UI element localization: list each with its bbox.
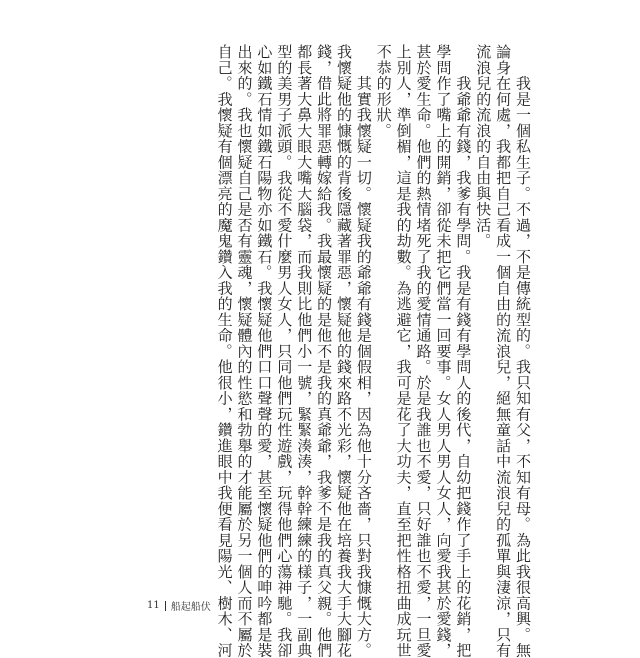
- text-column: 我是一個私生子。不過，不是傳統型的。我只知有父，不知有母。為此我很高興。無: [514, 44, 532, 658]
- page-number: 11: [147, 600, 160, 611]
- footer-divider: [165, 601, 166, 611]
- text-column: 不恭的形狀。: [374, 44, 393, 139]
- text-column: 甚於愛生命。他們的熱情堵死了我的愛情通路。於是我誰也不愛，只好誰也不愛，一旦愛: [414, 44, 433, 658]
- text-column: 自己。我懷疑有個漂亮的魔鬼鑽入我的生命。他很小，鑽進眼中我便看見陽光、樹木、河: [215, 44, 234, 658]
- text-column: 上別人，準倒楣，這是我的劫數。為逃避它，我可是花了大功夫，直至把性格扭曲成玩世: [394, 44, 413, 658]
- text-column: 我懷疑他的慷慨的背後隱藏著罪惡，懷疑他的錢來路不光彩，懷疑他在培養我大手大腳花: [334, 44, 353, 658]
- text-column: 都長著大鼻大眼大嘴大腦袋，而我則比他們小一號，緊緊湊湊，幹幹練練的樣子，一副典: [295, 44, 314, 658]
- text-column: 論身在何處，我都把自己看成一個自由的流浪兒，絕無童話中流浪兒的孤單與淒涼，只有: [494, 44, 513, 658]
- text-column: 錢，借此將罪惡轉嫁給我。我最懷疑的是他不是我的真爺爺，我爹不是我的真父親。他們: [315, 44, 334, 658]
- text-column: 型的美男子派頭。我從不愛什麼男人女人，只同他們玩性遊戲，玩得他們心蕩神馳。我卻: [275, 44, 294, 658]
- chapter-title: 船起船伏: [170, 602, 211, 613]
- text-column: 流浪兒的流浪的自由與快活。: [474, 44, 493, 249]
- page-footer: [147, 598, 211, 613]
- text-column: 其實我懷疑一切。懷疑我的爺爺有錢是個假相，因為他十分吝嗇，只對我慷慨大方。: [354, 44, 373, 658]
- text-column: 學問作了嘴上的開銷，卻從未把它們當一回要事。女人男人男人女人，向愛我甚於愛錢，: [434, 44, 453, 658]
- text-column: 心如鐵石情如鐵石陽物亦如鐵石。我懷疑他們口口聲聲的愛，甚至懷疑他們的呻吟都是裝: [255, 44, 274, 658]
- text-column: 我爺爺有錢，我爹有學問。我是有錢有學問人的後代，自幼把錢作了手上的花銷，把: [454, 44, 473, 658]
- text-column: 出來的。我也懷疑自己是否有靈魂，懷疑體內的性慾和勃舉的才能屬於另一個人而不屬於: [235, 44, 254, 658]
